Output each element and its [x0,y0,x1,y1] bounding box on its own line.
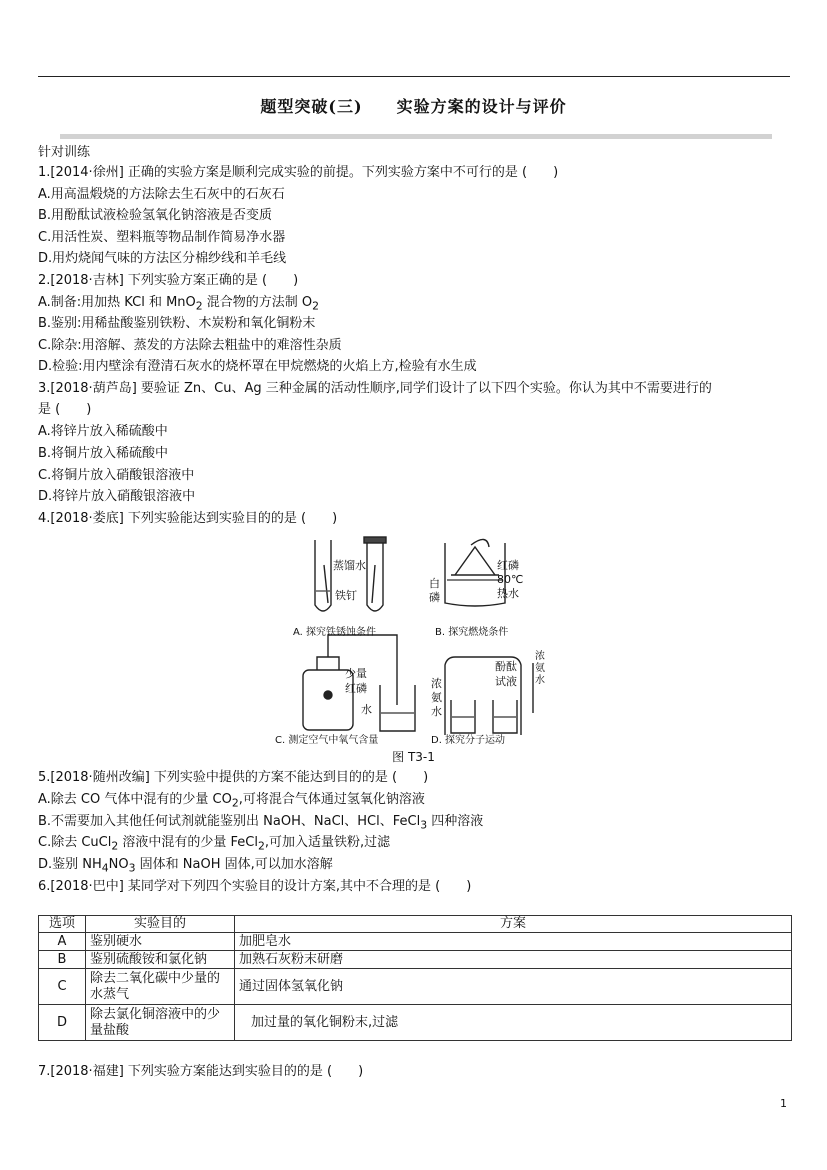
fig-b-label-4: 80℃ [497,573,524,586]
nail-icon [324,565,328,603]
q4-stem: 4.[2018·娄底] 下列实验能达到实验目的的是 ( ) [38,511,338,526]
fig-c-caption: C. 测定空气中氧气含量 [275,735,379,746]
q2-option-c: C.除杂:用溶解、蒸发的方法除去粗盐中的难溶性杂质 [38,338,342,353]
table-cell: 除去氯化铜溶液中的少量盐酸 [86,1005,235,1041]
fig-b-label-3: 红磷 [497,559,519,572]
q3-option-c: C.将铜片放入硝酸银溶液中 [38,468,195,483]
q1-option-b: B.用酚酞试液检验氢氧化钠溶液是否变质 [38,208,273,223]
fig-d-label-3: 水 [431,705,442,718]
q2-option-b: B.鉴别:用稀盐酸鉴别铁粉、木炭粉和氧化铜粉末 [38,316,316,331]
q5-option-d: D.鉴别 $NH_4NO_3$ 固体和 NaOH 固体,可以加水溶解 [38,857,333,875]
table-cell: D [39,1005,86,1041]
table-cell: C [39,969,86,1005]
q1-option-c: C.用活性炭、塑料瓶等物品制作简易净水器 [38,230,286,245]
q6-table [38,915,792,1041]
section-heading: 针对训练 [38,145,91,160]
q3-option-a: A.将锌片放入稀硫酸中 [38,424,168,439]
q2-option-d: D.检验:用内壁涂有澄清石灰水的烧杯罩在甲烷燃烧的火焰上方,检验有水生成 [38,359,477,374]
fig-a-label-water: 蒸馏水 [333,559,366,572]
table-cell: 加肥皂水 [235,933,792,951]
fig-a-caption: A. 探究铁锈蚀条件 [293,627,377,638]
q2-stem: 2.[2018·吉林] 下列实验方案正确的是 ( ) [38,273,299,288]
table-header-cell: 方案 [235,916,792,933]
table-row [39,933,792,951]
fig-b-label-2: 磷 [429,591,440,604]
nail-icon [372,565,375,603]
figure-caption: 图 T3-1 [392,750,435,764]
fig-d-label-2: 氨 [431,691,442,704]
table-cell: A [39,933,86,951]
q7-stem: 7.[2018·福建] 下列实验方案能达到实验目的的是 ( ) [38,1064,364,1079]
q1-option-d: D.用灼烧闻气味的方法区分棉纱线和羊毛线 [38,251,287,266]
q3-stem-cont: 是 ( ) [38,402,92,417]
q2-option-a: A.制备:用加热 KCl 和 MnO$_2$ 混合物的方法制 $O_2$ [38,295,320,313]
fig-d-label-8: 水 [535,675,545,686]
table-cell: 鉴别硫酸铵和氯化钠 [86,951,235,969]
fig-b-caption: B. 探究燃烧条件 [435,627,509,638]
table-cell: 加熟石灰粉末研磨 [235,951,792,969]
fig-d-label-1: 浓 [431,677,442,690]
page-number: 1 [780,1097,787,1110]
q6-stem: 6.[2018·巴中] 某同学对下列四个实验目的设计方案,其中不合理的是 ( ) [38,879,472,894]
test-tube-icon [367,540,383,611]
table-row [39,951,792,969]
fig-c-label-1: 少量 [345,667,367,680]
experiment-figure [275,535,545,775]
table-cell: B [39,951,86,969]
table-header-row [39,916,792,933]
fig-d-label-4: 酚酞 [495,660,517,673]
q1-stem: 1.[2014·徐州] 正确的实验方案是顺利完成实验的前提。下列实验方案中不可行的是 ( ) [38,165,559,180]
q5-option-a: A.除去 CO 气体中混有的少量 $CO_2$,可将混合气体通过氢氧化钠溶液 [38,792,425,810]
table-header-cell: 实验目的 [86,916,235,933]
fig-c-label-2: 红磷 [345,682,367,695]
page-title: 题型突破(三) 实验方案的设计与评价 [260,97,567,116]
q3-stem: 3.[2018·葫芦岛] 要验证 Zn、Cu、Ag 三种金属的活动性顺序,同学们设计了以下四个实验。你认为其中不需要进行的 [38,381,712,396]
table-cell: 加过量的氧化铜粉末,过滤 [235,1005,792,1041]
q1-option-a: A.用高温煅烧的方法除去生石灰中的石灰石 [38,187,285,202]
table-row [39,969,792,1005]
table-row [39,1005,792,1041]
fig-d-label-5: 试液 [495,675,517,688]
fig-d-caption: D. 探究分子运动 [431,735,506,746]
q5-option-c: C.除去 CuCl$_2$ 溶液中混有的少量 FeCl$_2$,可加入适量铁粉,过滤 [38,835,391,853]
fig-d-label-7: 氨 [535,663,545,674]
table-cell: 通过固体氢氧化钠 [235,969,792,1005]
fig-a-label-nail: 铁钉 [335,589,357,602]
stopper-icon [364,537,386,543]
q5-stem: 5.[2018·随州改编] 下列实验中提供的方案不能达到目的的是 ( ) [38,770,429,785]
q5-option-b: B.不需要加入其他任何试剂就能鉴别出 NaOH、NaCl、HCl、FeCl$_3$ 四种溶液 [38,814,484,832]
table-cell: 鉴别硬水 [86,933,235,951]
test-tube-icon [315,540,331,611]
tripod-icon [455,547,495,575]
q3-option-b: B.将铜片放入稀硫酸中 [38,446,169,461]
fig-b-label-1: 白 [429,577,440,590]
fig-b-label-5: 热水 [497,587,519,600]
table-cell: 除去二氧化碳中少量的水蒸气 [86,969,235,1005]
fig-d-label-6: 浓 [535,651,545,662]
table-header-cell: 选项 [39,916,86,933]
funnel-icon [471,539,489,547]
header-rule [38,76,790,77]
fig-c-label-3: 水 [361,703,372,716]
q3-option-d: D.将锌片放入硝酸银溶液中 [38,489,196,504]
title-shade-bar [60,134,772,139]
